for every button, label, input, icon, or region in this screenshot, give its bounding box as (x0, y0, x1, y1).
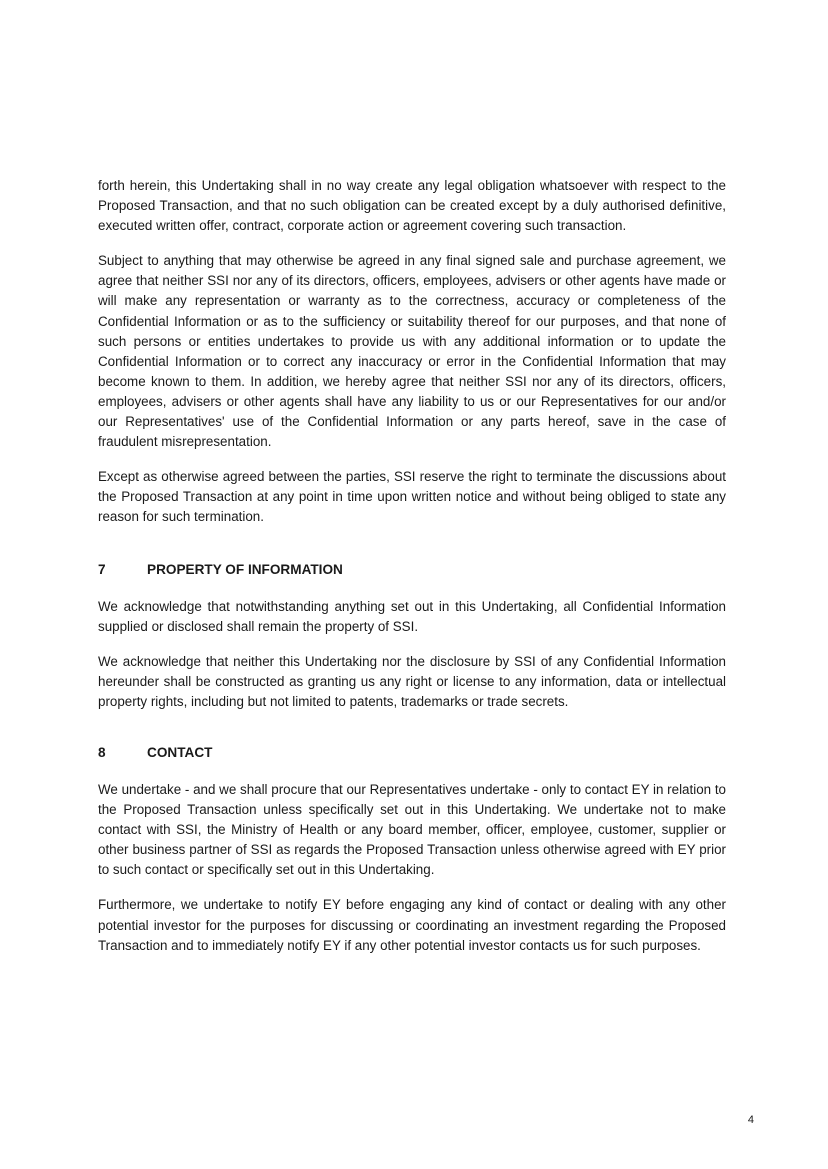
paragraph-no-license-granted: We acknowledge that neither this Undertaking nor the disclosure by SSI of any Confidential Information hereunder shall be constructed as granting us any right or license to any information, data or intellectual property rights, including but not limited to patents, trademarks or trade secrets. (98, 653, 726, 709)
section-heading-contact (98, 743, 726, 763)
paragraph-contact-only-ey: We undertake - and we shall procure that our Representatives undertake - only to contact EY in relation to the Proposed Transaction unless specifically set out in this Undertaking. We undertake not to make contact with SSI, the Ministry of Health or any board member, officer, employee, customer, supplier or other business partner of SSI as regards the Proposed Transaction unless otherwise agreed with EY prior to such contact or specifically set out in this Undertaking. (98, 781, 726, 878)
paragraph-notify-ey: Furthermore, we undertake to notify EY before engaging any kind of contact or dealing with any other potential investor for the purposes for discussing or coordinating an investment regarding the Proposed Transaction and to immediately notify EY if any other potential investor contacts us for such purposes. (98, 897, 726, 953)
paragraph-no-representation: Subject to anything that may otherwise be agreed in any final signed sale and purchase agreement, we agree that neither SSI nor any of its directors, officers, employees, advisers or other agents have made or will make any representation or warranty as to the correctness, accuracy or completeness of the Confidential Information or as to the sufficiency or suitability thereof for our purposes, and that none of such persons or entities undertakes to provide us with any additional information or to update the Confidential Information or to correct any inaccuracy or error in the Confidential Information that may become known to them. In addition, we hereby agree that neither SSI nor any of its directors, officers, employees, advisers or other agents shall have any liability to us or our Representatives for our and/or our Representatives' use of the Confidential Information or any parts hereof, save in the case of fraudulent misrepresentation. (98, 253, 726, 450)
paragraph-property-of-ssi: We acknowledge that notwithstanding anything set out in this Undertaking, all Confidential Information supplied or disclosed shall remain the property of SSI. (98, 598, 726, 634)
section-number: 7 (98, 561, 106, 577)
section-title: CONTACT (147, 744, 213, 760)
document-body (98, 176, 726, 956)
section-title: PROPERTY OF INFORMATION (147, 561, 343, 577)
paragraph-termination-right: Except as otherwise agreed between the parties, SSI reserve the right to terminate the discussions about the Proposed Transaction at any point in time upon written notice and without being obliged to state any reason for such termination. (98, 469, 726, 525)
section-heading-property-of-information (98, 560, 726, 580)
paragraph-legal-obligation: forth herein, this Undertaking shall in no way create any legal obligation whatsoever with respect to the Proposed Transaction, and that no such obligation can be created except by a duly authorised definitive, executed written offer, contract, corporate action or agreement covering such transaction. (98, 178, 726, 234)
page-number: 4 (747, 1114, 754, 1126)
section-number: 8 (98, 744, 106, 760)
